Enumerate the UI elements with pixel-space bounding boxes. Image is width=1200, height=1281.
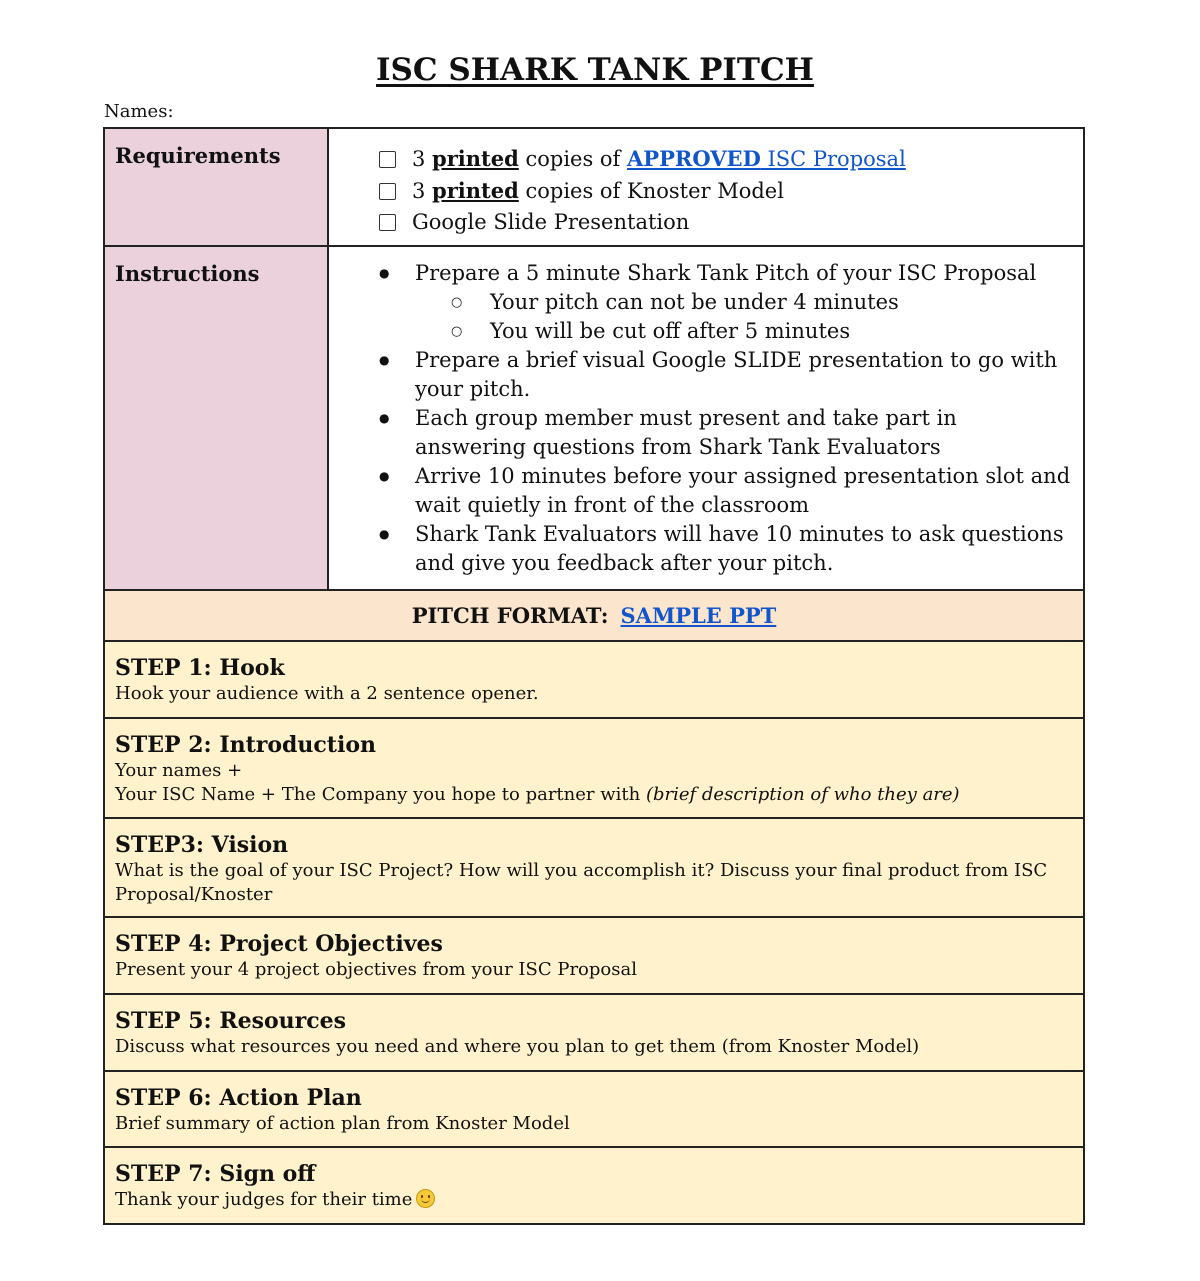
step-2-cell	[104, 718, 1084, 818]
step-row	[104, 1147, 1084, 1224]
checklist-item: 3 printed copies of Knoster Model	[379, 175, 1083, 207]
pitch-table	[103, 127, 1085, 1225]
step-title: STEP 1: Hook	[115, 655, 285, 681]
step-row	[104, 818, 1084, 917]
instructions-content	[328, 246, 1084, 590]
sample-ppt-link[interactable]: SAMPLE PPT	[620, 603, 777, 628]
requirements-label: Requirements	[104, 128, 328, 246]
list-item: ● Arrive 10 minutes before your assigned presentation slot and wait quietly in front of the classroom	[329, 462, 1073, 520]
step-description: Discuss what resources you need and where you plan to get them (from Knoster Model)	[115, 1036, 920, 1057]
approved-isc-proposal-link[interactable]: APPROVED ISC Proposal	[627, 146, 906, 171]
step-row	[104, 718, 1084, 818]
step-5-cell	[104, 994, 1084, 1071]
checkbox-icon[interactable]	[379, 214, 396, 231]
step-description: Present your 4 project objectives from your ISC Proposal	[115, 959, 637, 980]
step-row	[104, 641, 1084, 718]
requirements-row	[104, 128, 1084, 246]
checklist-item: Google Slide Presentation	[379, 207, 1083, 238]
instructions-label: Instructions	[104, 246, 328, 590]
pitch-format-row	[104, 590, 1084, 641]
step-title: STEP3: Vision	[115, 832, 289, 858]
smiley-face-icon	[416, 1189, 435, 1208]
step-title: STEP 4: Project Objectives	[115, 931, 443, 957]
step-title: STEP 7: Sign off	[115, 1161, 316, 1187]
step-6-cell	[104, 1071, 1084, 1147]
list-item: ● Prepare a brief visual Google SLIDE presentation to go with your pitch.	[329, 346, 1073, 404]
list-item: ○ You will be cut off after 5 minutes	[415, 317, 1073, 346]
list-item: ○ Your pitch can not be under 4 minutes	[415, 288, 1073, 317]
step-row	[104, 917, 1084, 994]
step-4-cell	[104, 917, 1084, 994]
checkbox-icon[interactable]	[379, 183, 396, 200]
step-row	[104, 1071, 1084, 1147]
names-label: Names:	[104, 101, 174, 122]
step-description: Your ISC Name + The Company you hope to partner with (brief description of who they are)	[115, 784, 960, 805]
instructions-row	[104, 246, 1084, 590]
step-title: STEP 2: Introduction	[115, 732, 376, 758]
step-3-cell	[104, 818, 1084, 917]
step-description: Thank your judges for their time	[115, 1188, 1073, 1212]
pitch-format-label: PITCH FORMAT:	[411, 603, 609, 628]
page-title: ISC SHARK TANK PITCH	[376, 52, 814, 88]
requirements-content	[328, 128, 1084, 246]
step-title: STEP 5: Resources	[115, 1008, 347, 1034]
step-7-cell	[104, 1147, 1084, 1224]
step-description: Brief summary of action plan from Knoster Model	[115, 1113, 570, 1134]
step-row	[104, 994, 1084, 1071]
step-title: STEP 6: Action Plan	[115, 1085, 362, 1111]
checklist-item: 3 printed copies of APPROVED ISC Proposal	[379, 143, 1083, 175]
list-item: ● Each group member must present and take part in answering questions from Shark Tank Evaluators	[329, 404, 1073, 462]
list-item: ● Prepare a 5 minute Shark Tank Pitch of your ISC Proposal ○ Your pitch can not be under 4 minutes ○ You will be cut off after 5 minutes	[329, 259, 1073, 346]
instructions-list	[329, 247, 1083, 578]
instructions-sublist	[415, 288, 1073, 346]
step-description: Hook your audience with a 2 sentence opener.	[115, 683, 539, 704]
step-description: Your names +	[115, 760, 243, 781]
step-1-cell	[104, 641, 1084, 718]
step-description: What is the goal of your ISC Project? How will you accomplish it? Discuss your final product from ISC Proposal/Knoster	[115, 860, 1048, 905]
requirements-checklist	[329, 129, 1083, 238]
pitch-format-cell	[104, 590, 1084, 641]
list-item: ● Shark Tank Evaluators will have 10 minutes to ask questions and give you feedback after your pitch.	[329, 520, 1073, 578]
checkbox-icon[interactable]	[379, 151, 396, 168]
